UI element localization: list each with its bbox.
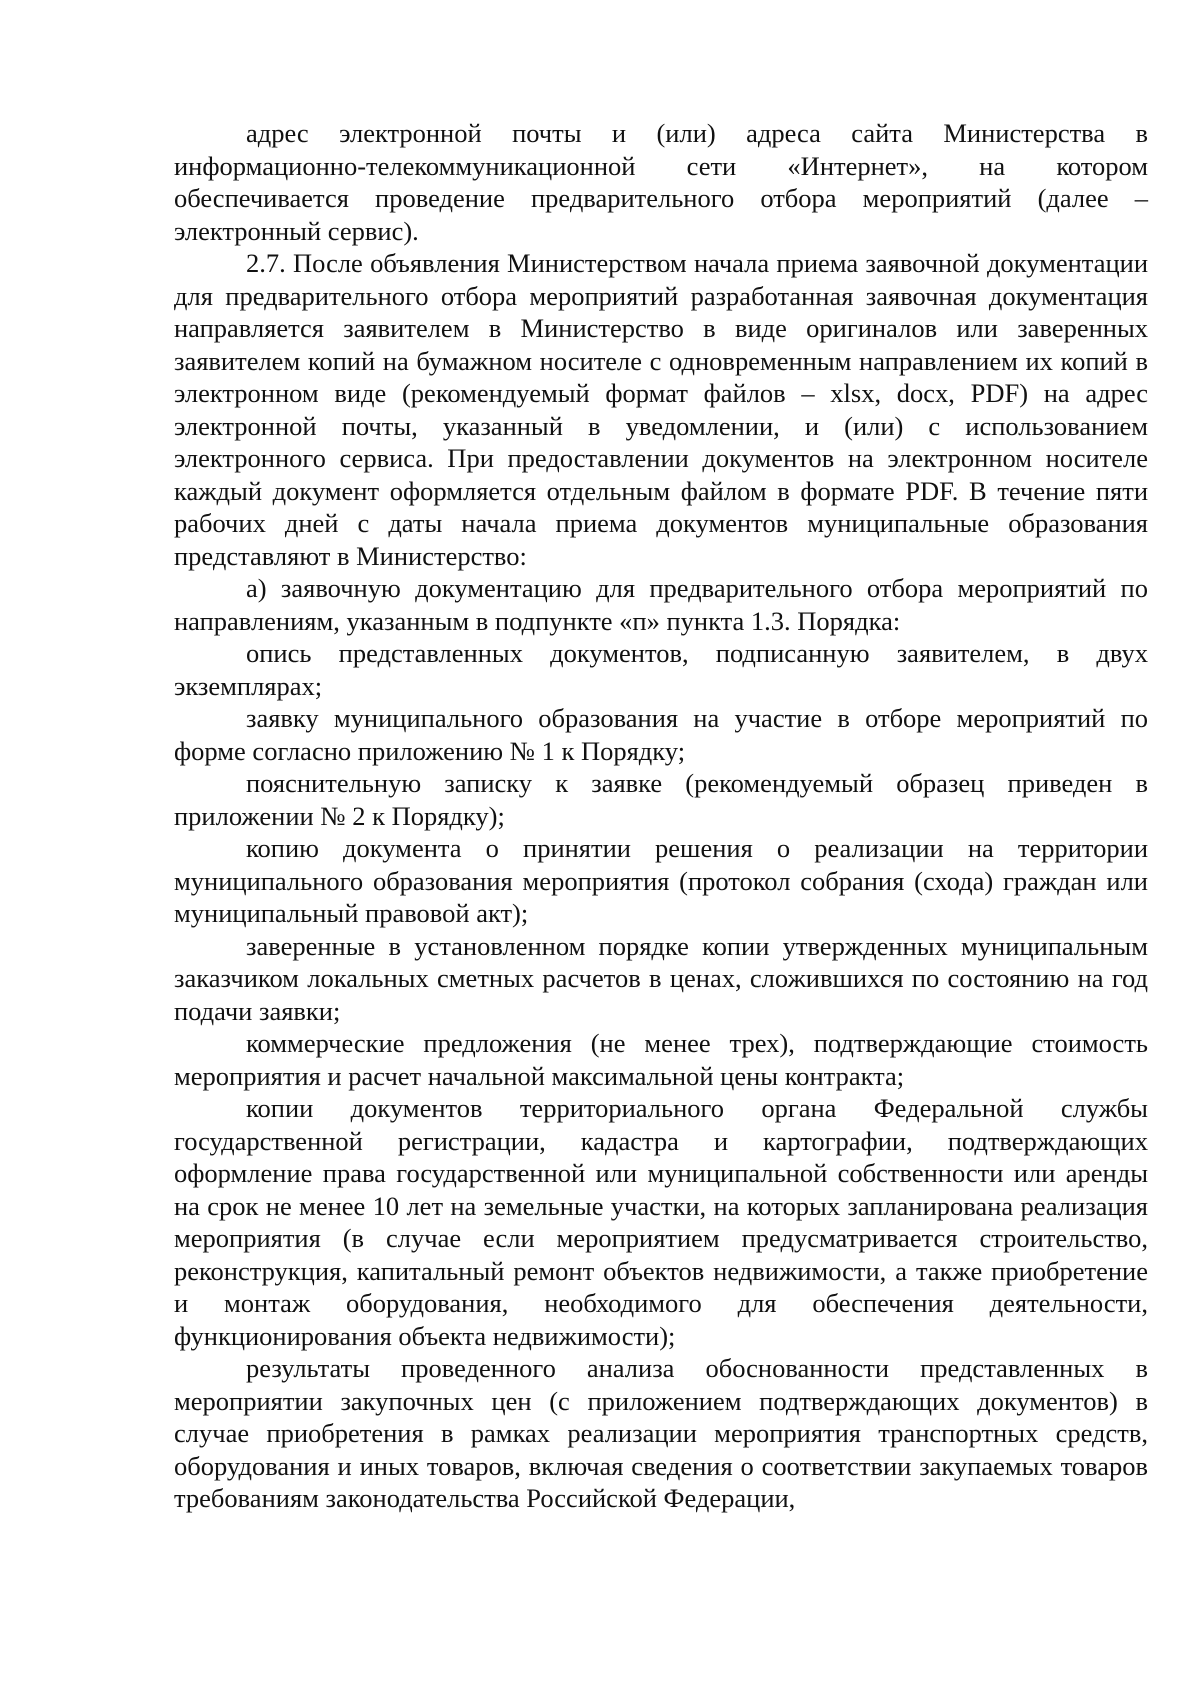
document-body: [174, 117, 1148, 1515]
paragraph-subitem-a: а) заявочную документацию для предварительного отбора мероприятий по направлениям, указанным в подпункте «п» пункта 1.3. Порядка:: [174, 573, 1148, 636]
paragraph-land-documents: копии документов территориального органа Федеральной службы государственной регистрации, кадастра и картографии, подтверждающих оформление права государственной или муниципальной собственности или аренды на срок не менее 10 лет на земельные участки, на которых запланирована реализация мероприятия (в случае если мероприятием предусматривается строительство, реконструкция, капитальный ремонт объектов недвижимости, а также приобретение и монтаж оборудования, необходимого для обеспечения деятельности, функционирования объекта недвижимости);: [174, 1093, 1148, 1351]
paragraph-email-site: адрес электронной почты и (или) адреса сайта Министерства в информационно-телекоммуникационной сети «Интернет», на котором обеспечивается проведение предварительного отбора мероприятий (далее – электронный сервис).: [174, 118, 1148, 246]
paragraph-estimates: заверенные в установленном порядке копии утвержденных муниципальным заказчиком локальных сметных расчетов в ценах, сложившихся по состоянию на год подачи заявки;: [174, 930, 1148, 1026]
paragraph-application: заявку муниципального образования на участие в отборе мероприятий по форме согласно приложению № 1 к Порядку;: [174, 703, 1148, 766]
paragraph-price-analysis: результаты проведенного анализа обоснованности представленных в мероприятии закупочных цен (с приложением подтверждающих документов) в случае приобретения в рамках реализации мероприятия транспортных средств, оборудования и иных товаров, включая сведения о соответствии закупаемых товаров требованиям законодательства Российской Федерации,: [174, 1353, 1148, 1513]
paragraph-inventory: опись представленных документов, подписанную заявителем, в двух экземплярах;: [174, 638, 1148, 701]
paragraph-explanatory-note: пояснительную записку к заявке (рекомендуемый образец приведен в приложении № 2 к Порядку);: [174, 768, 1148, 831]
paragraph-decision-copy: копию документа о принятии решения о реализации на территории муниципального образования мероприятия (протокол собрания (схода) граждан или муниципальный правовой акт);: [174, 833, 1148, 928]
paragraph-2-7: 2.7. После объявления Министерством начала приема заявочной документации для предварительного отбора мероприятий разработанная заявочная документация направляется заявителем в Министерство в виде оригиналов или заверенных заявителем копий на бумажном носителе с одновременным направлением их копий в электронном виде (рекомендуемый формат файлов – xlsx, docx, PDF) на адрес электронной почты, указанный в уведомлении, и (или) с использованием электронного сервиса. При предоставлении документов на электронном носителе каждый документ оформляется отдельным файлом в формате PDF. В течение пяти рабочих дней с даты начала приема документов муниципальные образования представляют в Министерство:: [174, 248, 1148, 571]
paragraph-commercial-offers: коммерческие предложения (не менее трех), подтверждающие стоимость мероприятия и расчет начальной максимальной цены контракта;: [174, 1028, 1148, 1091]
